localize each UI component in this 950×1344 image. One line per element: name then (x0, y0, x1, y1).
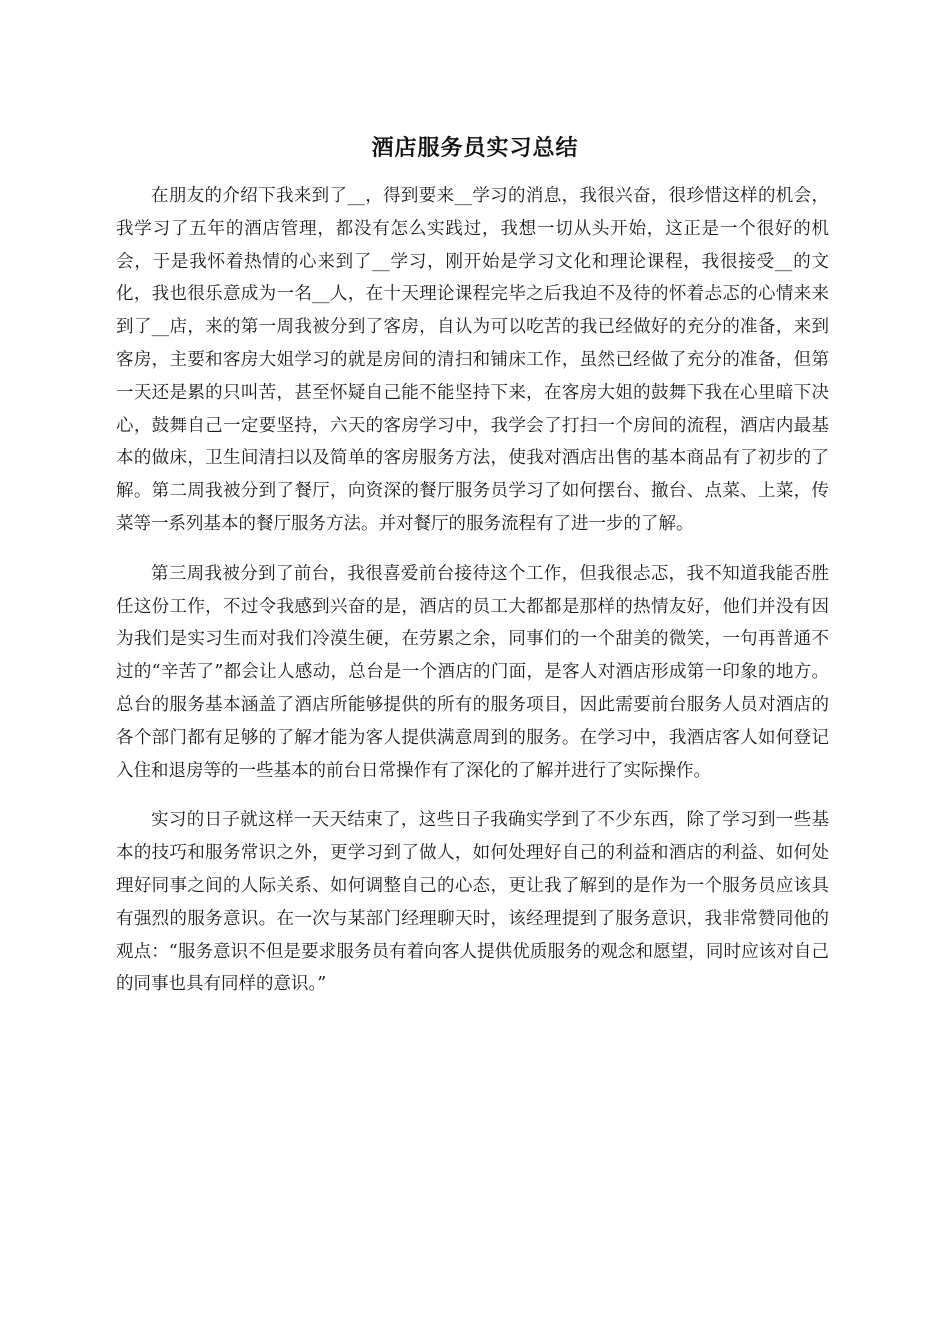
paragraph-2: 第三周我被分到了前台，我很喜爱前台接待这个工作，但我很忐忑，我不知道我能否胜任这份工作，不过令我感到兴奋的是，酒店的员工大都都是那样的热情友好，他们并没有因为我们是实习生而对我们冷漠生硬，在劳累之余，同事们的一个甜美的微笑，一句再普通不过的“辛苦了”都会让人感动，总台是一个酒店的门面，是客人对酒店形成第一印象的地方。总台的服务基本涵盖了酒店所能够提供的所有的服务项目，因此需要前台服务人员对酒店的各个部门都有足够的了解才能为客人提供满意周到的服务。在学习中，我酒店客人如何登记入住和退房等的一些基本的前台日常操作有了深化的了解并进行了实际操作。 (116, 563, 829, 781)
document-title: 酒店服务员实习总结 (371, 134, 579, 161)
paragraph-3: 实习的日子就这样一天天结束了，这些日子我确实学到了不少东西，除了学习到一些基本的技巧和服务常识之外，更学习到了做人，如何处理好自己的利益和酒店的利益、如何处理好同事之间的人际关系、如何调整自己的心态，更让我了解到的是作为一个服务员应该具有强烈的服务意识。在一次与某部门经理聊天时，该经理提到了服务意识，我非常赞同他的观点：“服务意识不但是要求服务员有着向客人提供优质服务的观念和愿望，同时应该对自己的同事也具有同样的意识。” (116, 810, 829, 995)
document-body (116, 180, 829, 1001)
paragraph-1: 在朋友的介绍下我来到了__，得到要来__学习的消息，我很兴奋，很珍惜这样的机会，我学习了五年的酒店管理，都没有怎么实践过，我想一切从头开始，这正是一个很好的机会，于是我怀着热情的心来到了__学习，刚开始是学习文化和理论课程，我很接受__的文化，我也很乐意成为一名__人，在十天理论课程完毕之后我迫不及待的怀着忐忑的心情来来到了__店，来的第一周我被分到了客房，自认为可以吃苦的我已经做好的充分的准备，来到客房，主要和客房大姐学习的就是房间的清扫和铺床工作，虽然已经做了充分的准备，但第一天还是累的只叫苦，甚至怀疑自己能不能坚持下来，在客房大姐的鼓舞下我在心里暗下决心，鼓舞自己一定要坚持，六天的客房学习中，我学会了打扫一个房间的流程，酒店内最基本的做床，卫生间清扫以及简单的客房服务方法，使我对酒店出售的基本商品有了初步的了解。第二周我被分到了餐厅，向资深的餐厅服务员学习了如何摆台、撤台、点菜、上菜，传菜等一系列基本的餐厅服务方法。并对餐厅的服务流程有了进一步的了解。 (116, 186, 829, 534)
